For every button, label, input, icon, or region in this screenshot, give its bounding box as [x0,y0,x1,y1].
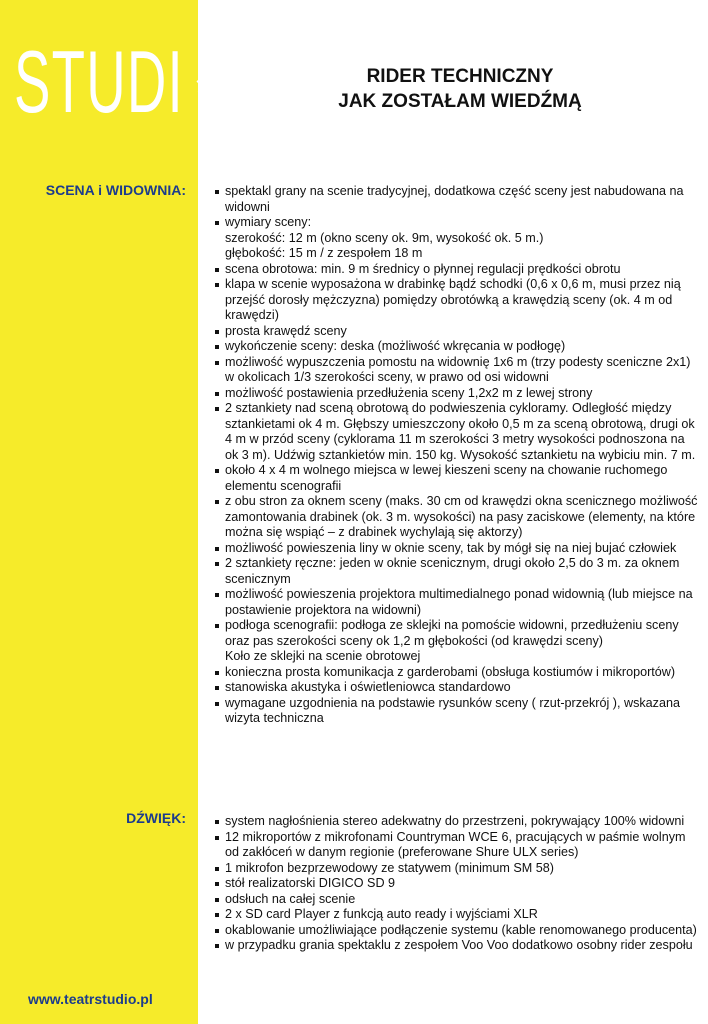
section-label-stage: SCENA i WIDOWNIA: [45,182,186,198]
list-item-text: scena obrotowa: min. 9 m średnicy o płynnej regulacji prędkości obrotu [225,261,621,276]
list-item-text: podłoga scenografii: podłoga ze sklejki na pomoście widowni, przedłużeniu sceny oraz pas szerokości sceny ok 1,2 m głębokości (od krawędzi sceny) Koło ze sklejki na scenie obrotowej [225,618,679,663]
title-line-2: JAK ZOSTAŁAM WIEDŹMĄ [338,91,582,112]
list-item-text: w przypadku grania spektaklu z zespołem Voo Voo dodatkowo osobny rider zespołu [225,938,693,952]
list-item-text: 12 mikroportów z mikrofonami Countryman WCE 6, pracujących w paśmie wolnym od zakłóceń w danym regionie (preferowane Shure ULX series) [225,829,686,859]
title-line-1: RIDER TECHNICZNY [366,66,554,87]
list-item [214,386,698,402]
list-item [214,324,698,340]
list-item [214,184,698,215]
list-item [214,463,698,494]
list-item-text: stanowiska akustyka i oświetleniowca standardowo [225,680,511,694]
list-item [214,892,698,908]
list-item-text: stół realizatorski DIGICO SD 9 [225,876,396,890]
list-item [214,618,698,665]
list-item-text: wymiary sceny: szerokość: 12 m (okno sceny ok. 9m, wysokość ok. 5 m.) głębokość: 15 m / z zespołem 18 m [225,215,544,260]
list-item-text: wykończenie sceny: deska (możliwość wkręcania w podłogę) [225,339,566,353]
list-item-text: spektakl grany na scenie tradycyjnej, dodatkowa część sceny jest nabudowana na widowni [225,184,684,214]
list-item [214,277,698,324]
list-item-text: możliwość powieszenia projektora multimedialnego ponad widownią (lub miejsce na postawienie projektora na widowni) [225,587,693,617]
yellow-sidebar [0,0,198,1024]
list-item-text: możliwość wypuszczenia pomostu na widownię 1x6 m (trzy podesty sceniczne 2x1) w okolicach 1/3 szerokości sceny, w prawo od osi widowni [225,354,691,384]
list-item [214,587,698,618]
list-item-text: 2 x SD card Player z funkcją auto ready i wyjściami XLR [225,907,538,921]
list-item-text: 2 sztankiety ręczne: jeden w oknie scenicznym, drugi około 2,5 do 3 m. za oknem scenicznym [225,556,680,586]
list-item-text: możliwość postawienia przedłużenia sceny 1,2x2 m z lewej strony [225,385,593,400]
list-item [214,814,698,830]
list-item [214,665,698,681]
list-item-text: prosta krawędź sceny [225,323,347,338]
list-item [214,215,698,262]
list-item-text: z obu stron za oknem sceny (maks. 30 cm od krawędzi okna scenicznego możliwość zamontowania drabinek (ok. 3 m. wysokości) na pasy zaciskowe (elementy, na które można się wspiąć – z drabinek wychylają się aktorzy) [225,494,698,539]
section-label-sound: DŹWIĘK: [126,810,186,826]
list-item [214,861,698,877]
stage-requirements-list [214,184,698,727]
list-item [214,876,698,892]
list-item [214,401,698,463]
list-item [214,680,698,696]
list-item-text: wymagane uzgodnienia na podstawie rysunków sceny ( rzut-przekrój ), wskazana wizyta techniczna [225,695,680,725]
sound-requirements-list [214,814,698,954]
list-item-text: odsłuch na całej scenie [225,891,356,906]
list-item [214,696,698,727]
list-item [214,556,698,587]
list-item [214,339,698,355]
list-item [214,355,698,386]
list-item [214,494,698,541]
list-item-text: system nagłośnienia stereo adekwatny do przestrzeni, pokrywający 100% widowni [225,814,685,828]
list-item [214,923,698,939]
studio-logo-ring-icon [196,42,276,122]
list-item [214,938,698,954]
list-item-text: okablowanie umożliwiające podłączenie systemu (kable renomowanego producenta) [225,922,697,937]
studio-logo-text: STUDI [14,32,184,131]
list-item [214,541,698,557]
list-item-text: około 4 x 4 m wolnego miejsca w lewej kieszeni sceny na chowanie ruchomego elementu scenografii [225,463,668,493]
website-link[interactable]: www.teatrstudio.pl [28,991,153,1007]
list-item-text: 1 mikrofon bezprzewodowy ze statywem (minimum SM 58) [225,860,554,875]
document-title [300,64,620,114]
list-item-text: klapa w scenie wyposażona w drabinkę bądź schodki (0,6 x 0,6 m, musi przez nią przejść dorosły mężczyzna) pomiędzy obrotówką a krawędzią sceny (ok. 4 m od krawędzi) [225,277,681,322]
list-item [214,262,698,278]
list-item-text: 2 sztankiety nad sceną obrotową do podwieszenia cykloramy. Odległość między sztankietami ok 4 m. Głębszy umieszczony około 0,5 m za sceną obrotową, drugi ok 4 m w przód sceny (cyklorama 11 m szerokości 3 metry wysokości podnoszona na ok 3 m). Udźwig sztankietów min. 150 kg. Wysokość sztankietu na wybiciu min. 7 m. [225,401,696,462]
list-item [214,830,698,861]
list-item [214,907,698,923]
list-item-text: konieczna prosta komunikacja z garderobami (obsługa kostiumów i mikroportów) [225,664,676,679]
list-item-text: możliwość powieszenia liny w oknie sceny, tak by mógł się na niej bujać człowiek [225,540,677,555]
